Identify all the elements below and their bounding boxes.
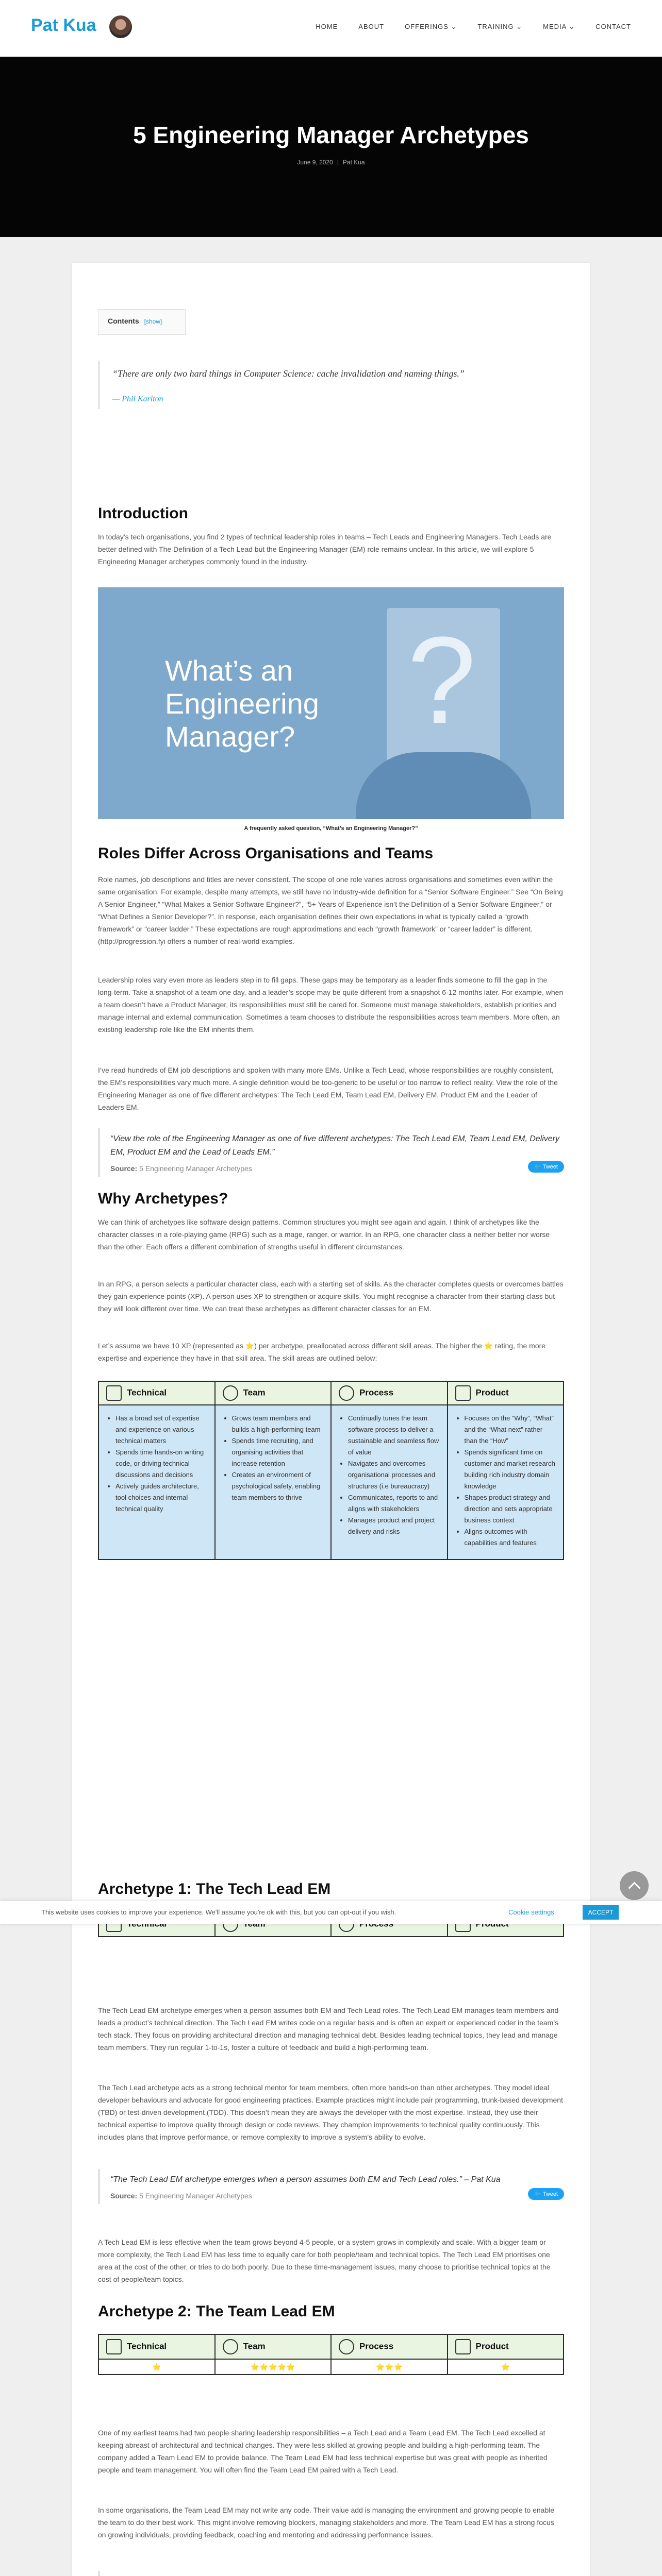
list-item: • Shapes product strategy and direction and sets appropriate business context [465, 1492, 556, 1526]
rating-technical: ⭐ [98, 2359, 215, 2375]
process-cell [331, 1405, 448, 1560]
twitter-icon: 🐦 [534, 2191, 541, 2197]
arch2-pull-quote [98, 2571, 564, 2576]
arch2-paragraph-1: One of my earliest teams had two people sharing leadership responsibilities – a Tech Lead and a Team Lead EM. The Tech Lead excelled at keeping abreast of architectural and technical changes. They were less skilled at growing people and building a high-performing team. The company added a Team Lead EM to provide balance. The Team Lead EM had less technical expertise but was great with people as inherited people and team management. You will often find the Team Lead EM paired with a Tech Lead. [98, 2429, 548, 2474]
site-header [0, 0, 662, 57]
list-item: • Grows team members and builds a high-performing team [232, 1413, 324, 1435]
figure-caption: A frequently asked question, “What’s an Engineering Manager?” [244, 825, 418, 832]
col-product: Product [448, 1381, 564, 1405]
roles-paragraph-3: I’ve read hundreds of EM job descriptions and spoken with many more EMs. Unlike a Tech Lead, whose responsibilities are roughly consistent, the EM’s responsibilities vary much more. A single definition would be too-generic to be useful or too narrow to reflect reality. View the role of the Engineering Manager as one of five different archetypes: The Tech Lead EM, Team Lead EM, Delivery EM, Product EM and the Leader of Leaders EM. [98, 1066, 558, 1111]
post-author[interactable]: Pat Kua [342, 159, 365, 166]
rating-team: ⭐⭐⭐⭐⭐ [215, 2359, 332, 2375]
list-item: • Communicates, reports to and aligns with stakeholders [348, 1492, 440, 1515]
nav-home[interactable]: HOME [316, 23, 338, 30]
pull-quote-text: “View the role of the Engineering Manager as one of five different archetypes: The Tech Lead EM, Team Lead EM, Delivery EM, Product EM and the Lead of Leads EM.” [110, 1134, 560, 1157]
team-icon [223, 1385, 238, 1401]
rating-process: ⭐⭐⭐ [331, 2359, 448, 2375]
post-meta: June 9, 2020 | Pat Kua [297, 159, 365, 166]
list-item: • Navigates and overcomes organisational processes and structures (i.e bureaucracy) [348, 1458, 440, 1492]
arch2-paragraph-2: In some organisations, the Team Lead EM may not write any code. Their value add is managing the environment and growing people to enable the team to do their best work. This might involve removing blockers, managing stakeholders and more. The Team Lead EM has a strong focus on growing individuals, providing feedback, coaching and mentoring and addressing performance issues. [98, 2506, 555, 2539]
list-item: • Continually tunes the team software process to deliver a sustainable and seamless flow of value [348, 1413, 440, 1458]
tweet-button[interactable]: 🐦 Tweet [528, 2188, 564, 2200]
arch1-paragraph-1: The Tech Lead EM archetype emerges when a person assumes both EM and Tech Lead roles. The Tech Lead EM manages team members and leads a product’s technical direction. The Tech Lead EM writes code on a regular basis and is often an expert or experienced coder in the team’s tech stack. They focus on providing architectural direction and managing technical debt. Besides leading technical topics, they lead and manage team members. They run regular 1-to-1s, foster a culture of feedback and build a high-performing team. [98, 2006, 559, 2052]
nav-offerings[interactable]: OFFERINGS ⌄ [405, 23, 457, 30]
list-item: • Creates an environment of psychological safety, enabling team members to thrive [232, 1469, 324, 1503]
team-icon [223, 2339, 238, 2354]
opening-quote [98, 361, 564, 409]
roles-paragraph-1: Role names, job descriptions and titles are never consistent. The scope of one role varies across organisations and sometimes even within the same organisation. For example, despite many attempts, we still have no industry-wide definition for a “Senior Software Engineer.” See “On Being A Senior Engineer,” “What Makes a Senior Software Engineer?”, “5+ Years of Experience isn’t the Definition of a Senior Software Engineer,” or “What Defines a Senior Developer?”. In response, each organisation defines their own expectations in what is typically called a “growth framework” or “career ladder.” These expectations are rough approximations and each “growth framework” or “career ladder” is different. (http://progression.fyi offers a number of real-world examples. [98, 875, 563, 945]
col-process: Process [331, 1381, 448, 1405]
toc-toggle[interactable]: [show] [144, 318, 162, 325]
main-nav [316, 23, 631, 31]
heading-roles: Roles Differ Across Organisations and Teams [98, 845, 434, 862]
heading-why-archetypes: Why Archetypes? [98, 1190, 228, 1207]
why-paragraph-3: Let’s assume we have 10 XP (represented as ⭐) per archetype, preallocated across different skill areas. The higher the ⭐ rating, the more expertise and experience they have in that skill area. The skill areas are outlined below: [98, 1342, 546, 1362]
box-icon [455, 1385, 471, 1401]
chevron-down-icon: ⌄ [516, 23, 523, 30]
chevron-down-icon: ⌄ [451, 23, 457, 30]
list-item: • Spends significant time on customer and market research building rich industry domain knowledge [465, 1447, 556, 1492]
list-item: • Spends time hands-on writing code, or driving technical discussions and decisions [115, 1447, 207, 1481]
archetype-2-table: Technical Team Process Product ⭐ ⭐⭐⭐⭐⭐ ⭐⭐⭐ ⭐ [98, 2334, 564, 2375]
nav-contact[interactable]: CONTACT [595, 23, 631, 30]
scroll-to-top-button[interactable] [620, 1871, 649, 1900]
why-paragraph-1: We can think of archetypes like software design patterns. Common structures you might see again and again. I think of archetypes like the character classes in a role-playing game (RPG) such as a mage, ranger, or warrior. In an RPG, one character class a neither better nor worse than the other. Each offers a different combination of strengths useful in different circumstances. [98, 1218, 550, 1251]
heading-archetype-2: Archetype 2: The Team Lead EM [98, 2303, 335, 2320]
cookie-accept-button[interactable]: ACCEPT [583, 1905, 619, 1920]
pull-quote-source[interactable]: 5 Engineering Manager Archetypes [139, 1164, 252, 1173]
target-icon [339, 1385, 354, 1401]
col-team: Team [215, 1381, 332, 1405]
heading-archetype-1: Archetype 1: The Tech Lead EM [98, 1880, 331, 1897]
technical-cell [98, 1405, 215, 1560]
arch1-paragraph-2: The Tech Lead archetype acts as a strong technical mentor for team members, often more hands-on than other archetypes. They model ideal developer behaviours and advocate for good engineering practices. Example practices might include pair programming, trunk-based development (TBD) or test-driven development (TDD). This doesn’t mean they are always the developer with the most expertise. Instead, they use their technical expertise to improve quality through design or code reviews. They champion improvements to technical quality continuously. This includes plans that improve performance, or remove complexity to improve a system’s ability to evolve. [98, 2083, 563, 2141]
article-card [72, 263, 590, 2576]
hero-figure [98, 587, 564, 819]
post-date: June 9, 2020 [297, 159, 333, 166]
rating-product: ⭐ [448, 2359, 564, 2375]
toc-label: Contents [108, 317, 139, 325]
why-paragraph-2: In an RPG, a person selects a particular character class, each with a starting set of skills. As the character completes quests or overcomes battles they gain experience points (XP). A person uses XP to strengthen or acquire skills. You might recognise a character from their starting class but they will look different over time. We can treat these archetypes as different character classes for an EM. [98, 1280, 564, 1313]
site-logo[interactable]: Pat Kua [31, 15, 96, 35]
list-item: • Aligns outcomes with capabilities and features [465, 1526, 556, 1549]
opening-quote-author[interactable]: — Phil Karlton [112, 395, 163, 403]
nav-training[interactable]: TRAINING ⌄ [477, 23, 523, 30]
list-item: • Manages product and project delivery and risks [348, 1515, 440, 1537]
cookie-message: This website uses cookies to improve your experience. We'll assume you're ok with this, but you can opt-out if you wish. [41, 1908, 396, 1916]
cookie-banner [0, 1901, 662, 1924]
arch1-paragraph-3: A Tech Lead EM is less effective when the team grows beyond 4-5 people, or a system grows in complexity and scale. With a bigger team or more complexity, the Tech Lead EM has less time to equally care for both people/team and technical topics. The Tech Lead EM prioritises one area at the cost of the other, or tries to do both poorly. Due to these time-management issues, many choose to prioritise technical topics at the cost of people/team topics. [98, 2238, 551, 2283]
box-icon [455, 2339, 471, 2354]
target-icon [339, 2339, 354, 2354]
hero-banner [0, 57, 662, 237]
product-cell [448, 1405, 564, 1560]
arch1-pull-quote: “The Tech Lead EM archetype emerges when a person assumes both EM and Tech Lead roles.” – Pat Kua Source: 5 Engineering Manager Archetypes 🐦 Tweet [98, 2169, 564, 2204]
figure-text: What’s an Engineering Manager? [165, 654, 319, 753]
roles-paragraph-2: Leadership roles vary even more as leaders step in to fill gaps. These gaps may be temporary as a leader finds someone to fill the gap in the long-term. Take a snapshot of a team one day, and a leader’s scope may be quite different from a snapshot 6-12 months later. For example, when a team doesn’t have a Product Manager, its responsibilities must still be cared for. Someone must manage stakeholders, establish priorities and manage internal and external communication. Sometimes a team chooses to distribute the responsibilities across team members. More often, an existing leadership role like the EM inherits them. [98, 976, 564, 1033]
col-technical: Technical [98, 1381, 215, 1405]
list-item: • Focuses on the “Why”, “What” and the “What next” rather than the “How” [465, 1413, 556, 1447]
nav-about[interactable]: ABOUT [358, 23, 385, 30]
skill-areas-table [98, 1381, 564, 1560]
monitor-icon [106, 1385, 122, 1401]
chevron-down-icon: ⌄ [569, 23, 575, 30]
question-mark-icon: ? [407, 611, 476, 749]
team-cell [215, 1405, 332, 1560]
twitter-icon: 🐦 [534, 1164, 541, 1170]
table-of-contents [98, 309, 186, 335]
opening-quote-text: “There are only two hard things in Computer Science: cache invalidation and naming things.” [112, 368, 465, 379]
cookie-settings-link[interactable]: Cookie settings [508, 1908, 554, 1916]
heading-introduction: Introduction [98, 505, 188, 522]
monitor-icon [106, 2339, 122, 2354]
avatar[interactable] [109, 15, 132, 38]
pull-quote: “View the role of the Engineering Manager as one of five different archetypes: The Tech Lead EM, Team Lead EM, Delivery EM, Product EM and the Lead of Leads EM.” Source: 5 Engineering Manager Archetypes 🐦 Tweet [98, 1128, 564, 1177]
list-item: • Actively guides architecture, tool choices and internal technical quality [115, 1481, 207, 1515]
list-item: • Has a broad set of expertise and experience on various technical matters [115, 1413, 207, 1447]
intro-paragraph: In today’s tech organisations, you find 2 types of technical leadership roles in teams – Tech Leads and Engineering Managers. Tech Leads are better defined with The Definition of a Tech Lead but the Engineering Manager (EM) role remains unclear. In this article, we will explore 5 Engineering Manager archetypes commonly found in the industry. [98, 533, 552, 566]
page-title: 5 Engineering Manager Archetypes [133, 122, 529, 148]
tweet-button[interactable]: 🐦 Tweet [528, 1161, 564, 1173]
nav-media[interactable]: MEDIA ⌄ [543, 23, 575, 30]
list-item: • Spends time recruiting, and organising activities that increase retention [232, 1435, 324, 1469]
